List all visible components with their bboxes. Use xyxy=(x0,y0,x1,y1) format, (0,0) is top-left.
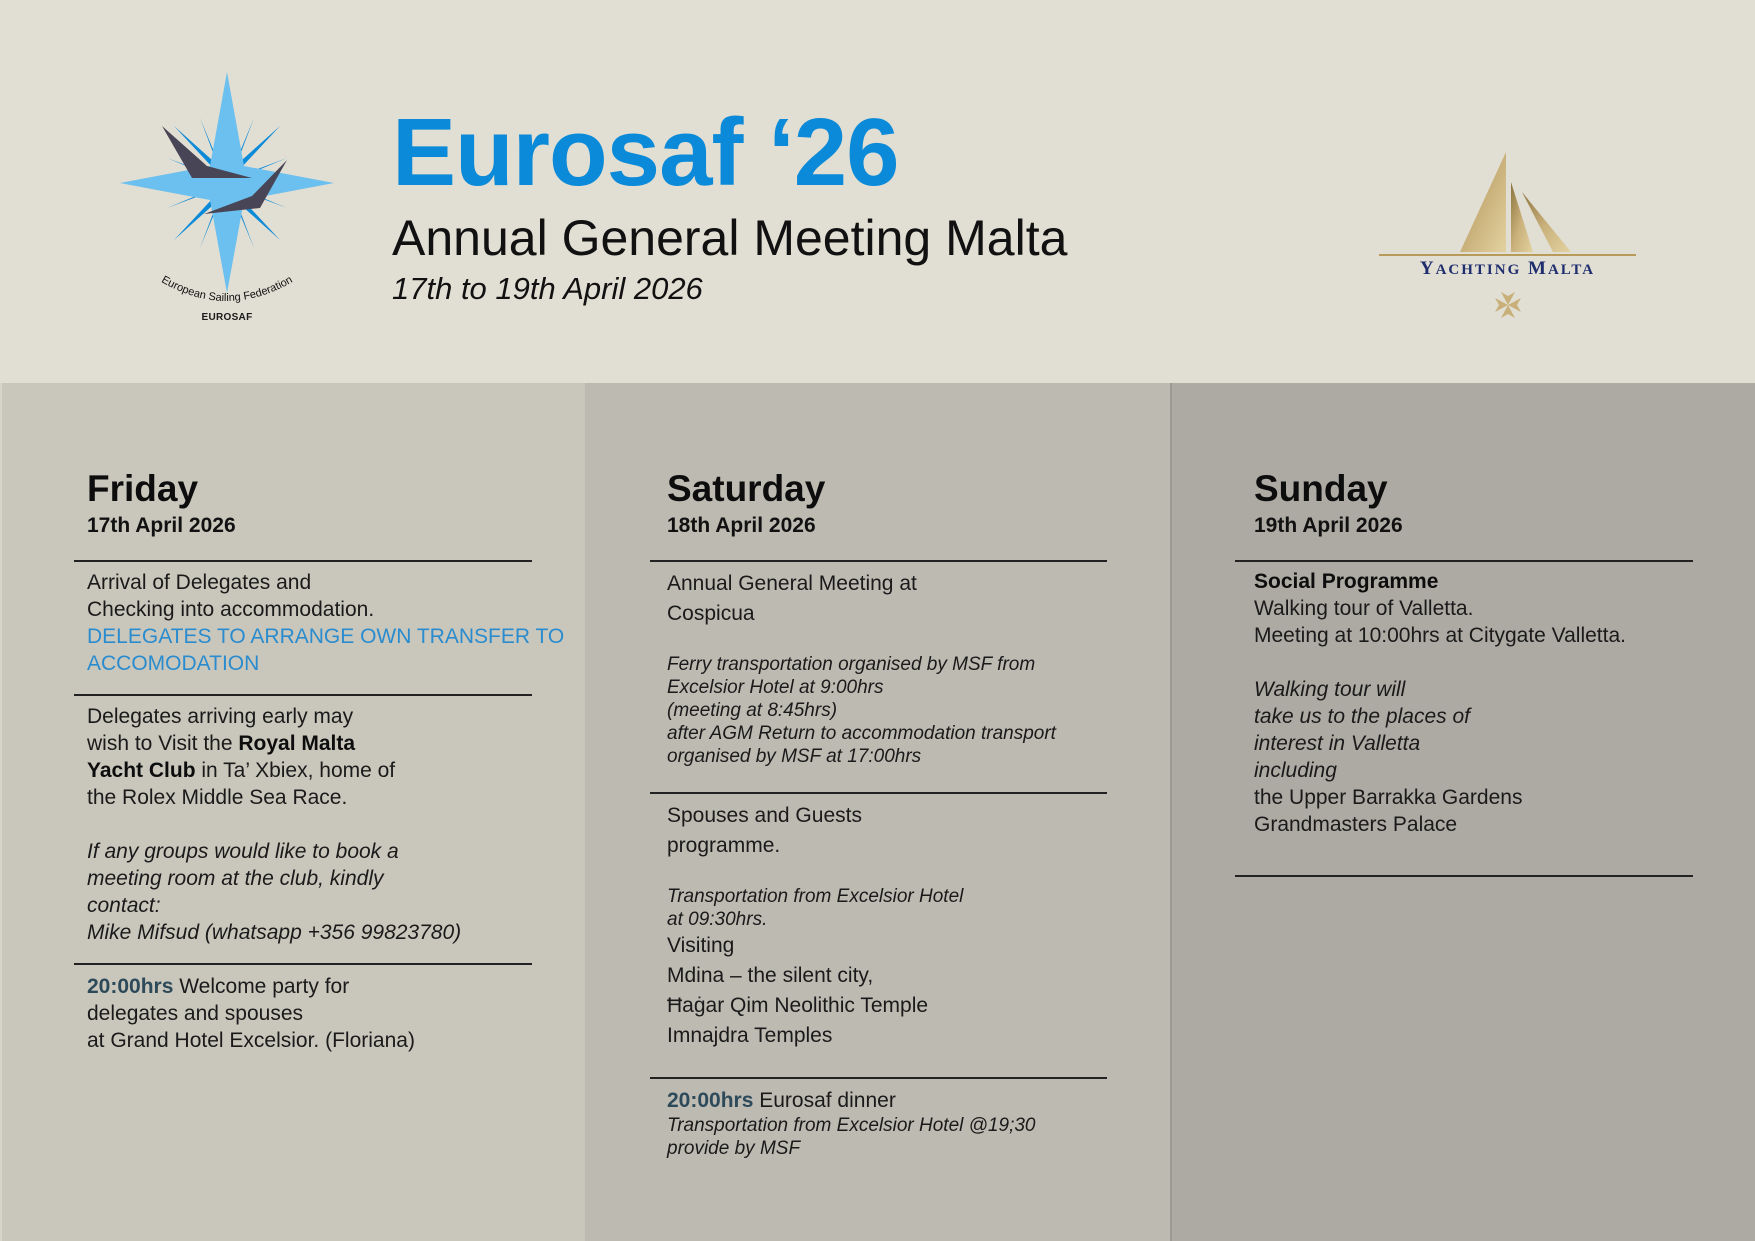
text-line: Yacht Club in Ta’ Xbiex, home of xyxy=(87,759,396,782)
divider xyxy=(650,1077,1107,1079)
divider xyxy=(650,560,1107,562)
day-name: Friday xyxy=(87,468,199,509)
day-heading xyxy=(1254,470,1403,536)
text-line: including xyxy=(1254,759,1337,782)
sunday-social-section xyxy=(1254,568,1626,838)
text-line: If any groups would like to book a xyxy=(87,840,399,863)
contact-info: Mike Mifsud (whatsapp +356 99823780) xyxy=(87,921,462,944)
text-line: Transportation from Excelsior Hotel xyxy=(667,886,964,907)
text-line: meeting room at the club, kindly xyxy=(87,867,384,890)
friday-arrival-section xyxy=(87,569,564,677)
column-friday xyxy=(0,383,585,1241)
page-title: Eurosaf ‘26 xyxy=(392,99,899,206)
text-line: interest in Valletta xyxy=(1254,732,1421,755)
text-line: Delegates arriving early may xyxy=(87,705,354,728)
sails-icon xyxy=(1375,148,1640,258)
eurosaf-logo xyxy=(112,68,342,330)
text-line: Imnajdra Temples xyxy=(667,1024,833,1047)
text-line: Walking tour will xyxy=(1254,678,1406,701)
text-line: Ħaġar Qim Neolithic Temple xyxy=(667,994,929,1017)
page-subtitle: Annual General Meeting Malta xyxy=(392,210,1068,266)
day-name: Saturday xyxy=(667,468,826,509)
text-line: 20:00hrs Welcome party for xyxy=(87,975,350,998)
day-date: 19th April 2026 xyxy=(1254,514,1403,537)
text-line: Excelsior Hotel at 9:00hrs xyxy=(667,677,884,698)
day-name: Sunday xyxy=(1254,468,1388,509)
text-line: Cospicua xyxy=(667,602,755,625)
text-line: Mdina – the silent city, xyxy=(667,964,874,987)
arc-text xyxy=(112,68,342,330)
saturday-dinner-section xyxy=(667,1087,1035,1160)
eurosaf-caption: EUROSAF xyxy=(201,312,253,323)
text-line: programme. xyxy=(667,834,781,857)
text-line: Walking tour of Valletta. xyxy=(1254,597,1474,620)
column-saturday xyxy=(585,383,1170,1241)
yachting-malta-wordmark: YACHTING MALTA xyxy=(1419,258,1596,279)
section-heading: Social Programme xyxy=(1254,570,1439,593)
text-line: delegates and spouses xyxy=(87,1002,303,1025)
svg-text:European Sailing Federation: European Sailing Federation xyxy=(159,273,295,305)
text-line: at 09:30hrs. xyxy=(667,909,768,930)
text-line: after AGM Return to accommodation transport xyxy=(667,723,1056,744)
saturday-spouses-section xyxy=(667,801,963,1051)
event-date-range: 17th to 19th April 2026 xyxy=(392,271,703,306)
day-date: 17th April 2026 xyxy=(87,514,236,537)
title-block xyxy=(392,99,1068,306)
text-line: the Upper Barrakka Gardens xyxy=(1254,786,1523,809)
divider xyxy=(74,694,532,696)
event-time: 20:00hrs xyxy=(87,975,174,998)
text-line: Visiting xyxy=(667,934,735,957)
text-line: Ferry transportation organised by MSF from xyxy=(667,654,1036,675)
text-line: Annual General Meeting at xyxy=(667,572,917,595)
text-line: wish to Visit the Royal Malta xyxy=(87,732,356,755)
divider xyxy=(74,560,532,562)
transfer-notice: DELEGATES TO ARRANGE OWN TRANSFER TO xyxy=(87,625,565,648)
text-line: Grandmasters Palace xyxy=(1254,813,1458,836)
transfer-notice: ACCOMODATION xyxy=(87,652,260,675)
divider xyxy=(1235,560,1693,562)
divider xyxy=(1235,875,1693,877)
divider xyxy=(74,963,532,965)
event-time: 20:00hrs xyxy=(667,1089,754,1112)
column-sunday xyxy=(1170,383,1755,1241)
text-line: Transportation from Excelsior Hotel @19;30 xyxy=(667,1115,1036,1136)
day-heading xyxy=(87,470,236,536)
text-line: 20:00hrs Eurosaf dinner xyxy=(667,1089,896,1112)
yachting-malta-logo xyxy=(1375,148,1640,323)
saturday-agm-section xyxy=(667,569,1056,768)
day-heading xyxy=(667,470,825,536)
text-line: Arrival of Delegates and xyxy=(87,571,312,594)
text-line: Spouses and Guests xyxy=(667,804,862,827)
maltese-cross-icon xyxy=(1493,290,1523,320)
text-line: take us to the places of xyxy=(1254,705,1470,728)
text-line: contact: xyxy=(87,894,161,917)
text-line: the Rolex Middle Sea Race. xyxy=(87,786,348,809)
page-header xyxy=(0,0,1755,383)
friday-yacht-club-section xyxy=(87,703,461,946)
text-line: provide by MSF xyxy=(667,1138,801,1159)
divider xyxy=(650,792,1107,794)
text-line: Checking into accommodation. xyxy=(87,598,375,621)
text-line: (meeting at 8:45hrs) xyxy=(667,700,838,721)
day-date: 18th April 2026 xyxy=(667,514,816,537)
text-line: Meeting at 10:00hrs at Citygate Valletta. xyxy=(1254,624,1626,647)
friday-welcome-party-section xyxy=(87,973,415,1054)
text-line: at Grand Hotel Excelsior. (Floriana) xyxy=(87,1029,415,1052)
text-line: organised by MSF at 17:00hrs xyxy=(667,746,922,767)
